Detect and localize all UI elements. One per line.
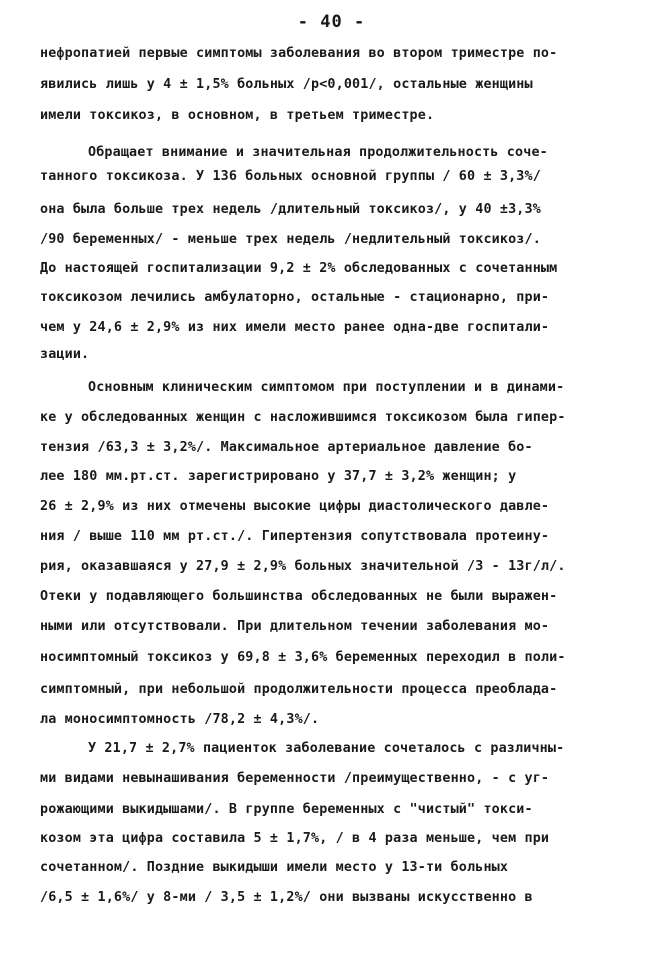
text-line: 26 ± 2,9% из них отмечены высокие цифры диастолического давле- xyxy=(40,499,550,514)
text-line: явились лишь у 4 ± 1,5% больных /р<0,001/, остальные женщины xyxy=(40,77,533,92)
text-line: чем у 24,6 ± 2,9% из них имели место ранее одна-две госпитали- xyxy=(40,320,550,335)
text-line: рожающими выкидышами/. В группе беременных с "чистый" токси- xyxy=(40,802,533,817)
text-line: она была больше трех недель /длительный токсикоз/, у 40 ±3,3% xyxy=(40,202,541,217)
text-line: тензия /63,3 ± 3,2%/. Максимальное артериальное давление бо- xyxy=(40,440,533,455)
text-line: У 21,7 ± 2,7% пациенток заболевание сочеталось с различны- xyxy=(88,741,565,756)
text-line: козом эта цифра составила 5 ± 1,7%, / в 4 раза меньше, чем при xyxy=(40,831,550,846)
text-line: рия, оказавшаяся у 27,9 ± 2,9% больных значительной /3 - 13г/л/. xyxy=(40,559,566,574)
text-line: Отеки у подавляющего большинства обследованных не были выражен- xyxy=(40,589,558,604)
text-line: носимптомный токсикоз у 69,8 ± 3,6% беременных переходил в поли- xyxy=(40,650,566,665)
text-line: ке у обследованных женщин с насложившимся токсикозом была гипер- xyxy=(40,410,566,425)
text-line: ми видами невынашивания беременности /преимущественно, - с уг- xyxy=(40,771,550,786)
text-line: ла моносимптомность /78,2 ± 4,3%/. xyxy=(40,712,320,727)
text-line: имели токсикоз, в основном, в третьем триместре. xyxy=(40,108,435,123)
text-line: зации. xyxy=(40,347,90,362)
text-line: Основным клиническим симптомом при поступлении и в динами- xyxy=(88,380,565,395)
text-line: Обращает внимание и значительная продолжительность соче- xyxy=(88,145,548,160)
text-line: /6,5 ± 1,6%/ у 8-ми / 3,5 ± 1,2%/ они вызваны искусственно в xyxy=(40,890,533,905)
text-line: /90 беременных/ - меньше трех недель /недлительный токсикоз/. xyxy=(40,232,541,247)
text-line: токсикозом лечились амбулаторно, остальные - стационарно, при- xyxy=(40,290,550,305)
text-line: ными или отсутствовали. При длительном течении заболевания мо- xyxy=(40,619,550,634)
text-line: сочетанном/. Поздние выкидыши имели место у 13-ти больных xyxy=(40,860,509,875)
text-line: ния / выше 110 мм рт.ст./. Гипертензия сопутствовала протеину- xyxy=(40,529,550,544)
text-line: нефропатией первые симптомы заболевания во втором триместре по- xyxy=(40,46,558,61)
text-line: симптомный, при небольшой продолжительности процесса преоблада- xyxy=(40,682,558,697)
text-line: танного токсикоза. У 136 больных основной группы / 60 ± 3,3%/ xyxy=(40,169,541,184)
text-line: лее 180 мм.рт.ст. зарегистрировано у 37,7 ± 3,2% женщин; у xyxy=(40,469,517,484)
page-number: - 40 - xyxy=(297,12,366,32)
text-line: До настоящей госпитализации 9,2 ± 2% обследованных с сочетанным xyxy=(40,261,558,276)
